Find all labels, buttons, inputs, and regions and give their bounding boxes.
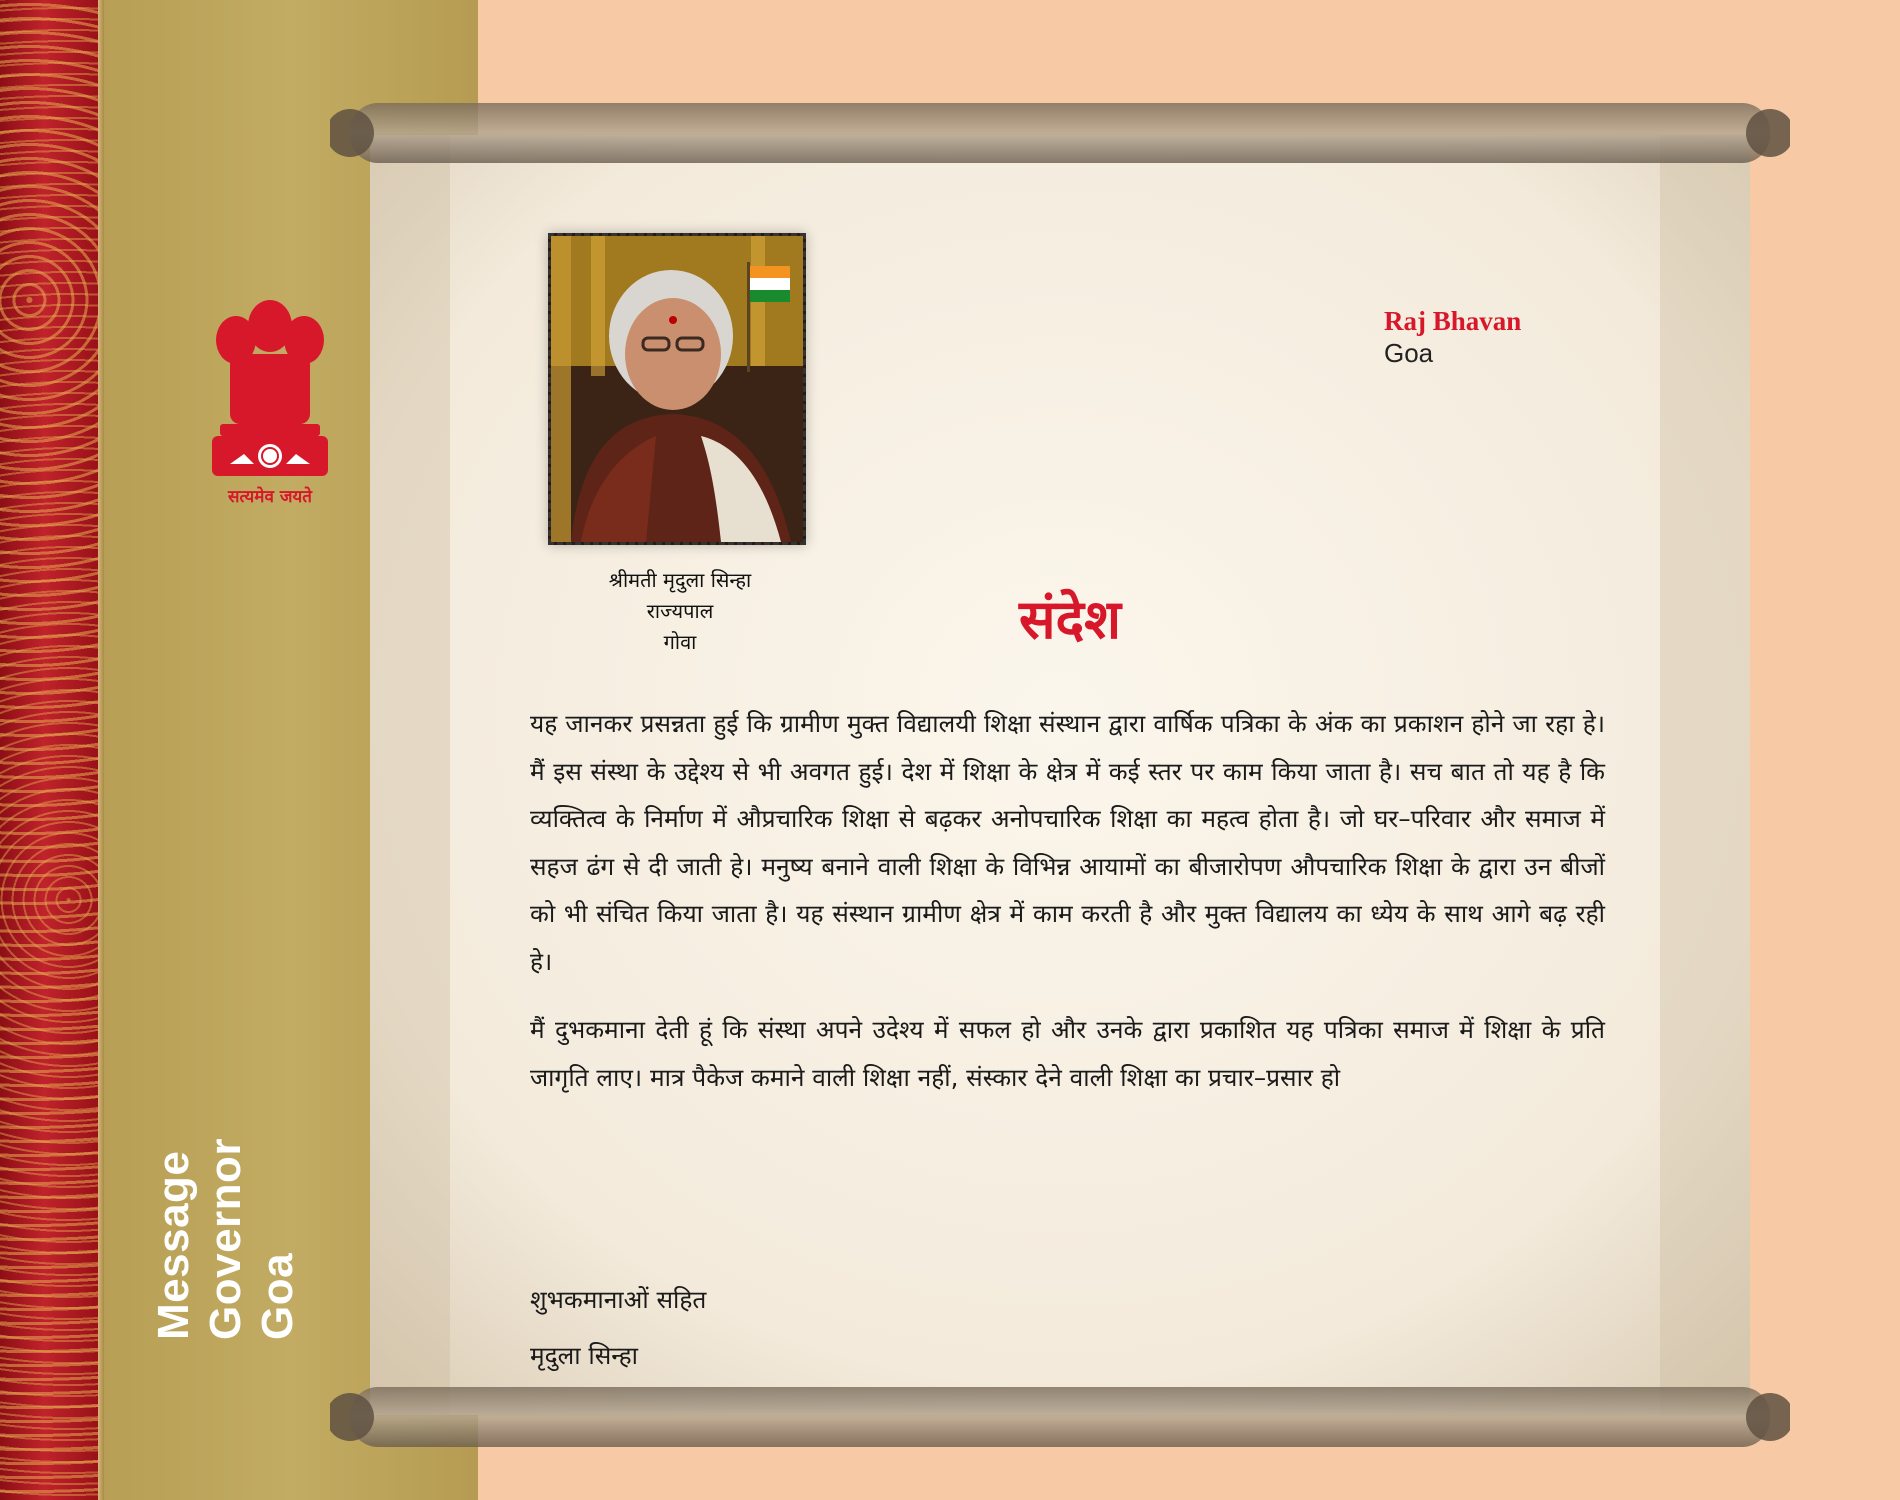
governor-portrait <box>548 233 806 545</box>
ashoka-lion-capital-icon <box>190 278 350 508</box>
letterhead-subtitle: Goa <box>1384 338 1434 368</box>
caption-place: गोवा <box>663 630 697 654</box>
closing-block <box>530 1272 706 1384</box>
message-paragraph: मैं दुभकमाना देती हूं कि संस्था अपने उदेश्य में सफल हो और उनके द्वारा प्रकाशित यह पत्रिका समाज में शिक्षा के प्रति जागृति लाए। मात्र पैकेज कमाने वाली शिक्षा नहीं, संस्कार देने वाली शिक्षा का प्रचार–प्रसार हो <box>530 1015 1605 1092</box>
side-title-line: Message <box>149 1150 198 1340</box>
decorative-pattern-strip <box>0 0 98 1500</box>
signature: मृदुला सिन्हा <box>530 1341 638 1370</box>
portrait-photo <box>551 236 803 542</box>
caption-role: राज्यपाल <box>646 599 714 623</box>
message-paragraph: यह जानकर प्रसन्नता हुई कि ग्रामीण मुक्त विद्यालयी शिक्षा संस्थान द्वारा वार्षिक पत्रिका के अंक का प्रकाशन होने जा रहा हे। मैं इस संस्था के उद्देश्य से भी अवगत हुई। देश में शिक्षा के क्षेत्र में कई स्तर पर काम किया जाता है। सच बात तो यह है कि व्यक्तित्व के निर्माण में औप्रचारिक शिक्षा से बढ़कर अनोपचारिक शिक्षा का महत्व होता है। जो घर–परिवार और समाज में सहज ढंग से दी जाती हे। मनुष्य बनाने वाली शिक्षा के विभिन्न आयामों का बीजारोपण औपचारिक शिक्षा के द्वारा उन बीजों को भी संचित किया जाता है। यह संस्थान ग्रामीण क्षेत्र में काम करती है और मुक्त विद्यालय का ध्येय के साथ आगे बढ़ रही हे। <box>530 709 1605 976</box>
side-title-line: Governor <box>201 1137 250 1340</box>
caption-name: श्रीमती मृदुला सिन्हा <box>608 568 752 592</box>
page-title: संदेश <box>1019 588 1121 651</box>
emblem-motto: सत्यमेव जयते <box>228 487 312 507</box>
portrait-caption <box>520 565 840 658</box>
letterhead-title: Raj Bhavan <box>1384 306 1522 336</box>
salutation: शुभकमानाओं सहित <box>530 1285 707 1314</box>
side-title-line: Goa <box>253 1252 302 1340</box>
message-body <box>530 700 1605 1122</box>
side-title <box>148 1138 304 1340</box>
